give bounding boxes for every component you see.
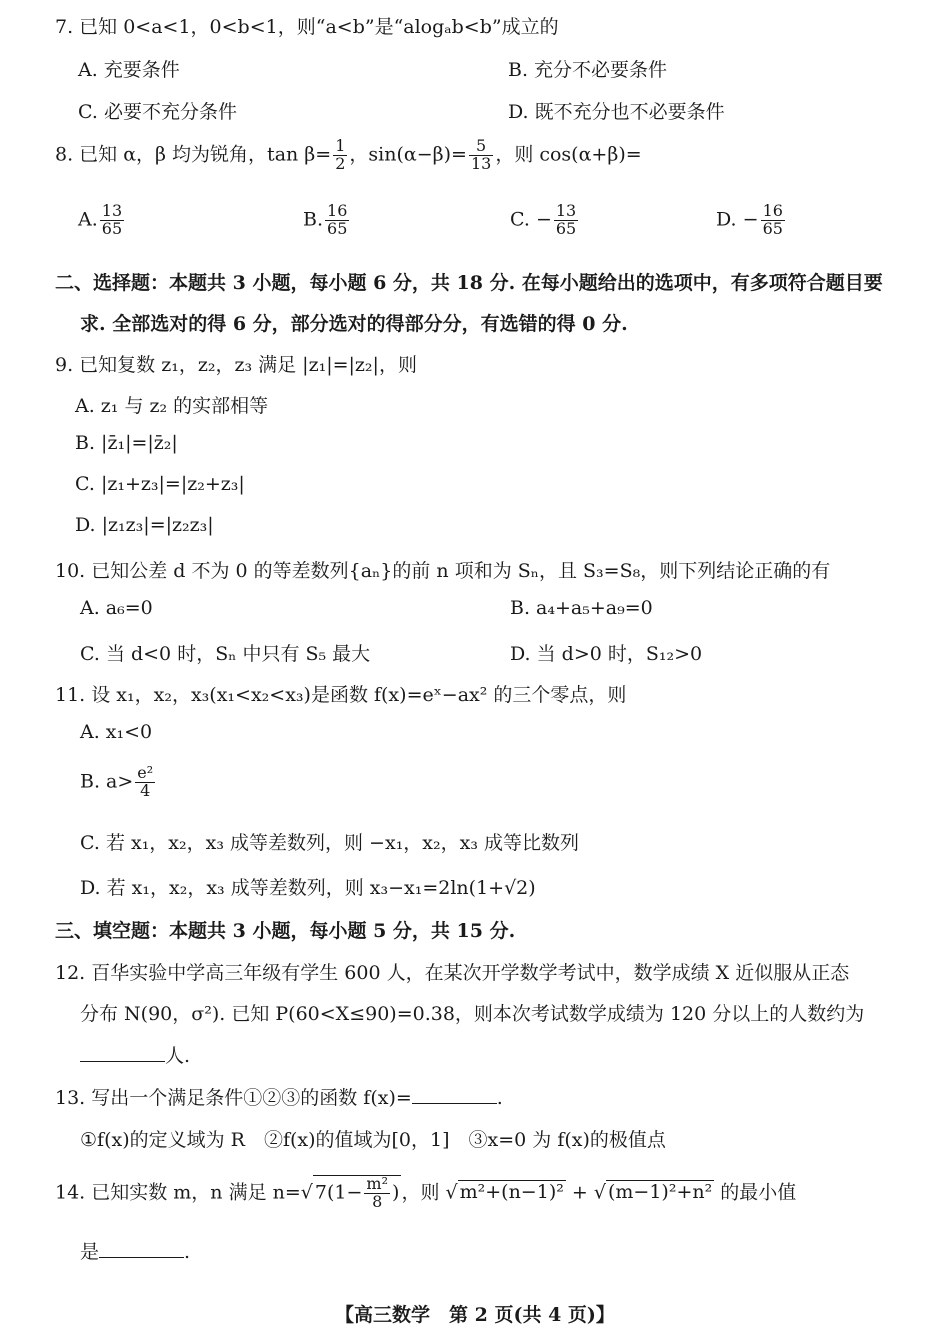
q8-d-num: 16 xyxy=(762,201,783,220)
q14-line2 xyxy=(80,1237,190,1264)
q8-b-fraction xyxy=(325,203,349,238)
q11-b-num: e² xyxy=(137,763,154,782)
q8-stem-part-c: ，则 cos(α+β)= xyxy=(495,143,642,166)
q8-d-fraction xyxy=(761,203,785,238)
q14-radicand-den: 8 xyxy=(372,1191,383,1211)
q14-sqrt-expr-1: m²+(n−1)² xyxy=(459,1181,564,1204)
q10-option-c: C. 当 d<0 时，Sₙ 中只有 S₅ 最大 xyxy=(80,643,371,665)
q13-answer-blank xyxy=(412,1084,497,1104)
q10-option-b: B. a₄+a₅+a₉=0 xyxy=(510,597,653,619)
q14-radicand-part-b: ) xyxy=(392,1181,400,1204)
q9-option-a: A. z₁ 与 z₂ 的实部相等 xyxy=(75,395,269,417)
q8-stem-part-a: 8. 已知 α，β 均为锐角，tan β= xyxy=(55,143,332,166)
q12-answer-blank xyxy=(80,1042,165,1062)
q9-stem: 9. 已知复数 z₁，z₂，z₃ 满足 |z₁|=|z₂|，则 xyxy=(55,354,417,376)
q12-line3-tail: 人. xyxy=(165,1045,191,1067)
q14-stem-part-b: ，则 xyxy=(401,1181,440,1204)
q10-stem: 10. 已知公差 d 不为 0 的等差数列{aₙ}的前 n 项和为 Sₙ，且 S₃=S₈，则下列结论正确的有 xyxy=(55,560,831,582)
q11-option-a: A. x₁<0 xyxy=(80,721,153,743)
q8-a-label: A. xyxy=(78,208,98,231)
q12-line2: 分布 N(90，σ²). 已知 P(60<X≤90)=0.38，则本次考试数学成绩为 120 分以上的人数约为 xyxy=(80,1003,865,1025)
q11-stem: 11. 设 x₁，x₂，x₃(x₁<x₂<x₃)是函数 f(x)=eˣ−ax² 的三个零点，则 xyxy=(55,684,627,706)
q13-stem xyxy=(55,1083,503,1110)
q10-option-a: A. a₆=0 xyxy=(80,597,153,619)
q11-option-d: D. 若 x₁，x₂，x₃ 成等差数列，则 x₃−x₁=2ln(1+√2) xyxy=(80,877,536,899)
q8-b-num: 16 xyxy=(327,201,348,220)
q11-b-label: B. a> xyxy=(80,770,134,793)
q8-c-label: C. − xyxy=(510,208,552,231)
q12-line3 xyxy=(80,1041,190,1068)
q14-radicand-num: m² xyxy=(366,1174,389,1193)
q9-option-b: B. |z̄₁|=|z̄₂| xyxy=(75,432,178,454)
q8-tan-den: 2 xyxy=(335,153,346,173)
q14-sqrt-expr-2: (m−1)²+n² xyxy=(607,1181,713,1204)
q8-c-num: 13 xyxy=(555,201,577,220)
q8-option-b xyxy=(303,203,351,238)
q8-option-a xyxy=(78,203,126,238)
q8-sin-den: 13 xyxy=(470,153,492,173)
q14-stem-part-c: 的最小值 xyxy=(720,1181,797,1204)
q7-option-d: D. 既不充分也不必要条件 xyxy=(508,101,725,123)
q9-option-d: D. |z₁z₃|=|z₂z₃| xyxy=(75,514,214,536)
q8-d-label: D. − xyxy=(716,208,759,231)
q14-line2-tail: . xyxy=(184,1241,191,1263)
q7-stem: 7. 已知 0<a<1，0<b<1，则“a<b”是“alogₐb<b”成立的 xyxy=(55,16,559,38)
q8-sin-num: 5 xyxy=(469,138,493,156)
q8-stem xyxy=(55,138,642,173)
q8-d-den: 65 xyxy=(762,218,783,238)
q10-option-d: D. 当 d>0 时，S₁₂>0 xyxy=(510,643,703,665)
q11-b-fraction xyxy=(135,765,155,800)
q11-option-c: C. 若 x₁，x₂，x₃ 成等差数列，则 −x₁，x₂，x₃ 成等比数列 xyxy=(80,832,580,854)
section3-heading: 三、填空题：本题共 3 小题，每小题 5 分，共 15 分. xyxy=(55,920,516,942)
q8-b-den: 65 xyxy=(327,218,348,238)
section2-heading: 二、选择题：本题共 3 小题，每小题 6 分，共 18 分. 在每小题给出的选项中，有多项符合题目要 xyxy=(55,272,883,294)
q14-answer-blank xyxy=(99,1238,184,1258)
q8-b-label: B. xyxy=(303,208,324,231)
q7-option-a: A. 充要条件 xyxy=(78,59,180,81)
q11-b-den: 4 xyxy=(140,780,151,800)
q11-option-b xyxy=(80,765,157,800)
q14-stem-part-a: 14. 已知实数 m，n 满足 n= xyxy=(55,1181,301,1204)
q14-radicand-part-a: 7(1− xyxy=(314,1181,363,1204)
q14-plus: + xyxy=(571,1181,588,1204)
section2-heading-cont: 求. 全部选对的得 6 分，部分选对的得部分分，有选错的得 0 分. xyxy=(80,313,628,335)
q8-option-d xyxy=(716,203,787,238)
q14-sqrt-sign: √ xyxy=(300,1181,313,1204)
q13-stem-text: 13. 写出一个满足条件①②③的函数 f(x)= xyxy=(55,1087,412,1109)
q12-line1: 12. 百华实验中学高三年级有学生 600 人，在某次开学数学考试中，数学成绩 X 近似服从正态 xyxy=(55,962,850,984)
q14-line2-head: 是 xyxy=(80,1241,100,1263)
q9-option-c: C. |z₁+z₃|=|z₂+z₃| xyxy=(75,473,245,495)
q13-stem-tail: . xyxy=(496,1087,503,1109)
q8-tan-fraction xyxy=(333,138,347,173)
q8-stem-part-b: ，sin(α−β)= xyxy=(349,143,467,166)
q8-sin-fraction xyxy=(469,138,493,173)
q14-sqrt-radicand xyxy=(313,1175,402,1211)
q7-option-c: C. 必要不充分条件 xyxy=(78,101,237,123)
q8-c-den: 65 xyxy=(555,218,577,238)
q13-conditions: ①f(x)的定义域为 R ②f(x)的值域为[0，1] ③x=0 为 f(x)的极值点 xyxy=(80,1129,666,1151)
q8-tan-num: 1 xyxy=(335,136,346,155)
q8-a-den: 65 xyxy=(101,218,123,238)
q8-option-c xyxy=(510,203,580,238)
q14-stem: 14. 已知实数 m，n 满足 n=√ 7(1− $\frac{\text{m²}}{8}$ ) ，则 √ m²+(n−1)² + √ (m−1)²+n² 的最小值 xyxy=(55,1174,797,1211)
q8-a-num: 13 xyxy=(101,201,123,220)
q14-radicand-fraction xyxy=(364,1176,390,1211)
q7-option-b: B. 充分不必要条件 xyxy=(508,59,668,81)
q8-c-fraction xyxy=(554,203,578,238)
q8-a-fraction xyxy=(100,203,124,238)
page-footer: 【高三数学 第 2 页(共 4 页)】 xyxy=(335,1304,615,1326)
